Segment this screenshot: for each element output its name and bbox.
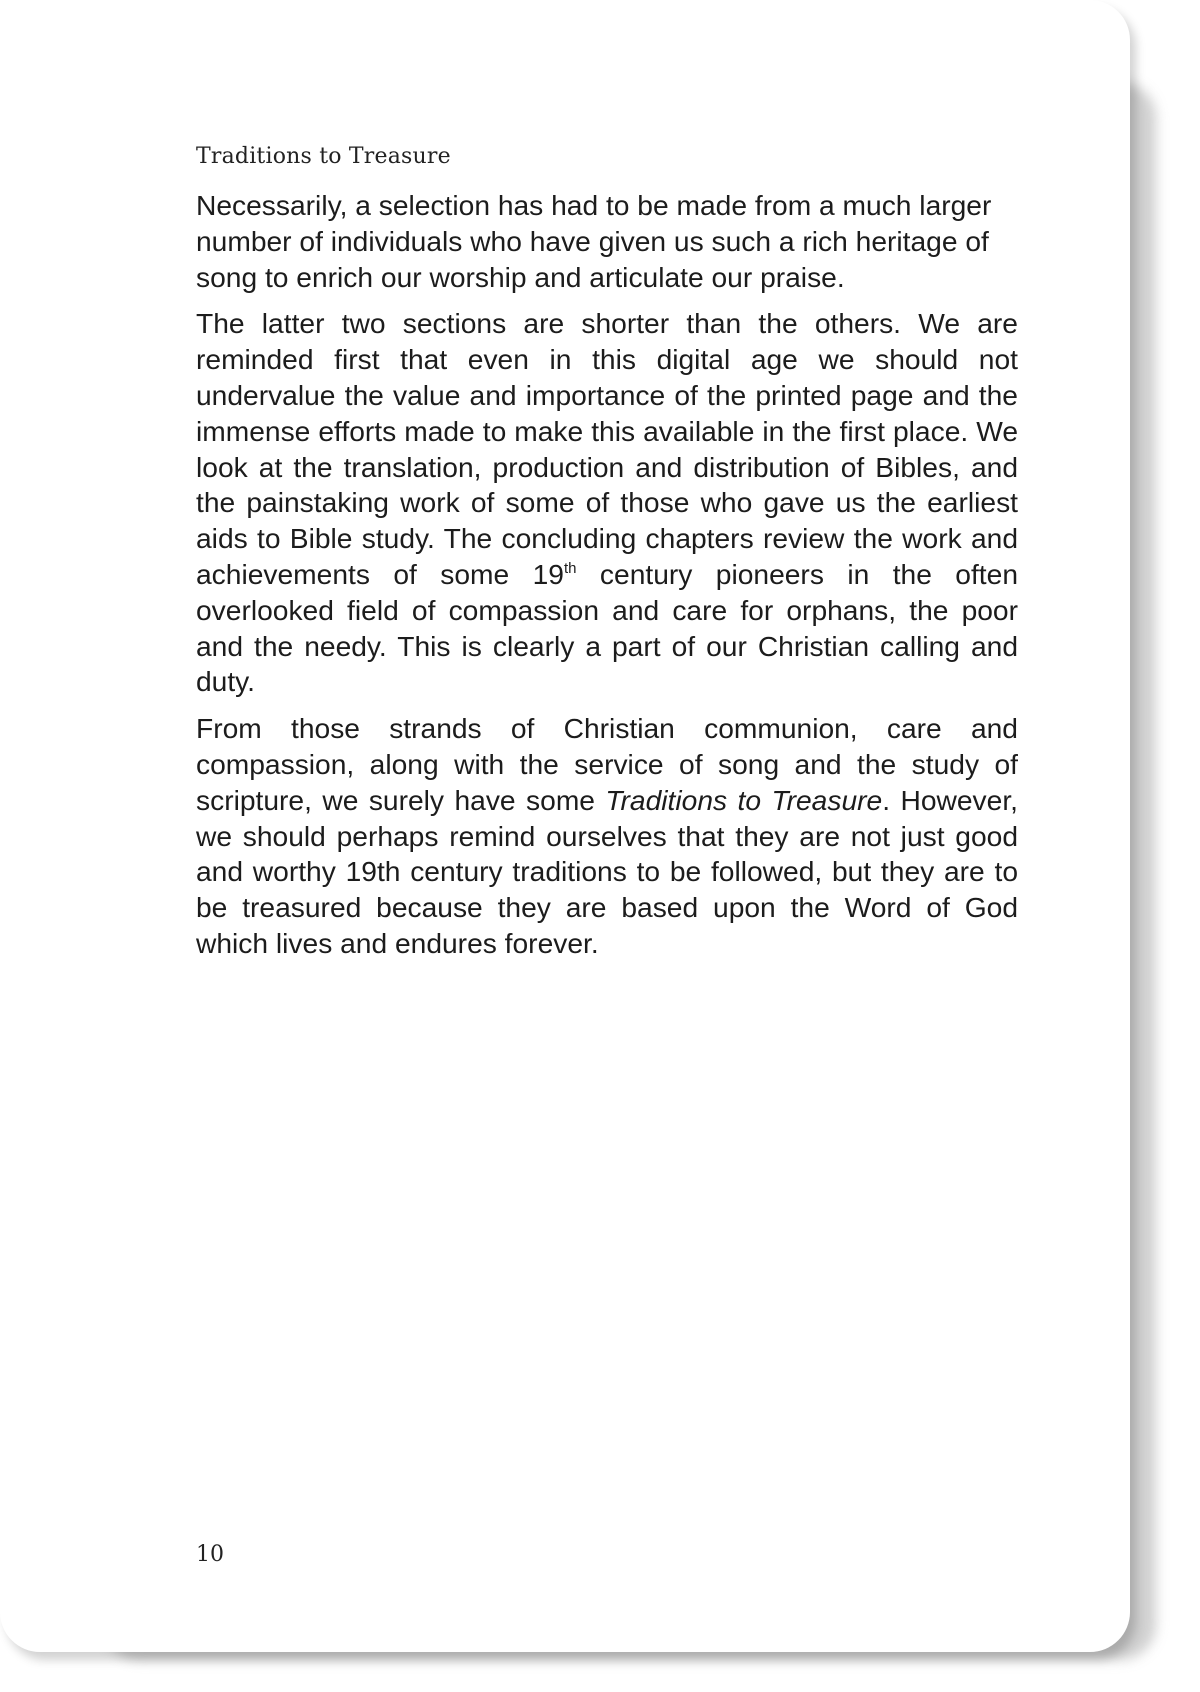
paragraph-3-text-b: . However, we should perhaps remind ourselves that they are not just good and worthy 19th century traditions to be followed, but they are to be treasured because they are based upon the Word of God which lives and endures forever.	[196, 783, 1018, 959]
paragraph-1: Necessarily, a selection has had to be made from a much larger number of individuals who have given us such a rich heritage of song to enrich our worship and articulate our praise.	[196, 189, 992, 293]
book-title-italic: Traditions to Treasure	[605, 783, 883, 816]
ordinal-superscript: th	[563, 559, 577, 577]
paragraph-2-text-a: The latter two sections are shorter than the others. We are reminded first that even in this digital age we should not undervalue the value and importance of the printed page and the immense efforts made to make this available in the first place. We look at the translation, production and distribution of Bibles, and the painstaking work of some of those who gave us the earliest aids to Bible study. The concluding chapters review the work and achievements of some 19	[196, 307, 1018, 590]
body-text	[196, 188, 1018, 973]
paragraph-2	[196, 306, 1018, 700]
running-head: Traditions to Treasure	[196, 144, 451, 169]
page-number: 10	[196, 1542, 224, 1567]
paragraph-2-text-b: century pioneers in the often overlooked field of compassion and care for orphans, the poor and the needy. This is clearly a part of our Christian calling and duty.	[196, 557, 1018, 698]
paragraph-3-text-a: From those strands of Christian communion, care and compassion, along with the service of song and the study of scripture, we surely have some	[196, 712, 1018, 816]
paragraph-3	[196, 711, 1018, 962]
